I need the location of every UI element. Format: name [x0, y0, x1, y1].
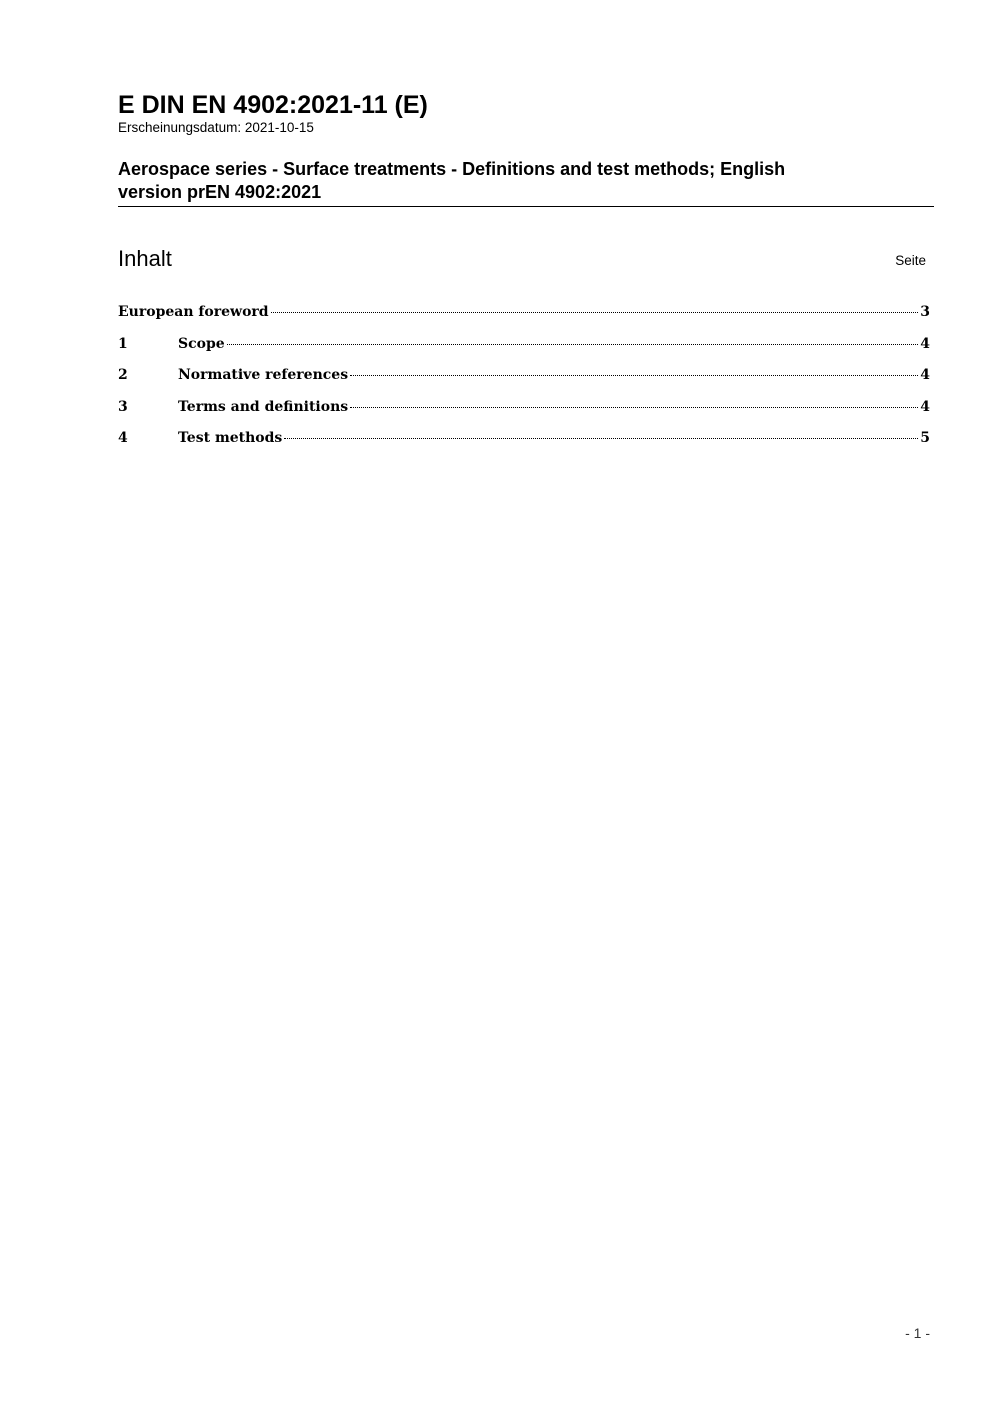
toc-heading: Inhalt	[118, 246, 172, 271]
page-number: - 1 -	[905, 1325, 930, 1341]
toc-entry-title: Test methods	[178, 430, 283, 446]
toc-dot-leader	[271, 312, 919, 313]
toc-entry-page: 4	[920, 335, 930, 352]
toc-dot-leader	[284, 438, 918, 439]
toc-entry-terms-and-definitions[interactable]	[118, 396, 930, 428]
toc-page-column-label: Seite	[895, 253, 926, 268]
document-number: E DIN EN 4902:2021-11 (E)	[118, 91, 428, 119]
toc-entry-number: 4	[118, 430, 128, 446]
toc-entry-number: 1	[118, 335, 128, 352]
toc-entry-title: European foreword	[118, 304, 269, 320]
toc-dot-leader	[350, 375, 918, 376]
toc-dot-leader	[350, 407, 918, 408]
document-title-line-2: version prEN 4902:2021	[118, 182, 322, 202]
toc-entry-title: Terms and definitions	[178, 398, 349, 415]
document-header	[118, 90, 934, 136]
document-title	[118, 158, 934, 207]
toc-entry-scope[interactable]	[118, 333, 930, 365]
toc-heading-row	[118, 244, 926, 274]
table-of-contents	[118, 301, 930, 459]
toc-entry-page: 3	[920, 304, 930, 320]
toc-entry-page: 4	[920, 367, 930, 383]
toc-entry-test-methods[interactable]	[118, 427, 930, 459]
publication-date-value: 2021-10-15	[244, 120, 314, 135]
toc-entry-title: Scope	[178, 335, 225, 352]
toc-entry-normative-references[interactable]	[118, 364, 930, 396]
toc-dot-leader	[227, 344, 919, 345]
publication-date-label: Erscheinungsdatum:	[118, 120, 242, 135]
toc-entry-page: 5	[920, 430, 930, 446]
publication-date-line	[118, 120, 934, 136]
toc-entry-number: 2	[118, 367, 128, 383]
toc-entry-page: 4	[920, 398, 930, 415]
toc-entry-european-foreword[interactable]	[118, 301, 930, 333]
document-title-line-1: Aerospace series - Surface treatments - Definitions and test methods; English	[118, 159, 786, 179]
toc-entry-number: 3	[118, 398, 128, 415]
toc-entry-title: Normative references	[178, 367, 349, 383]
